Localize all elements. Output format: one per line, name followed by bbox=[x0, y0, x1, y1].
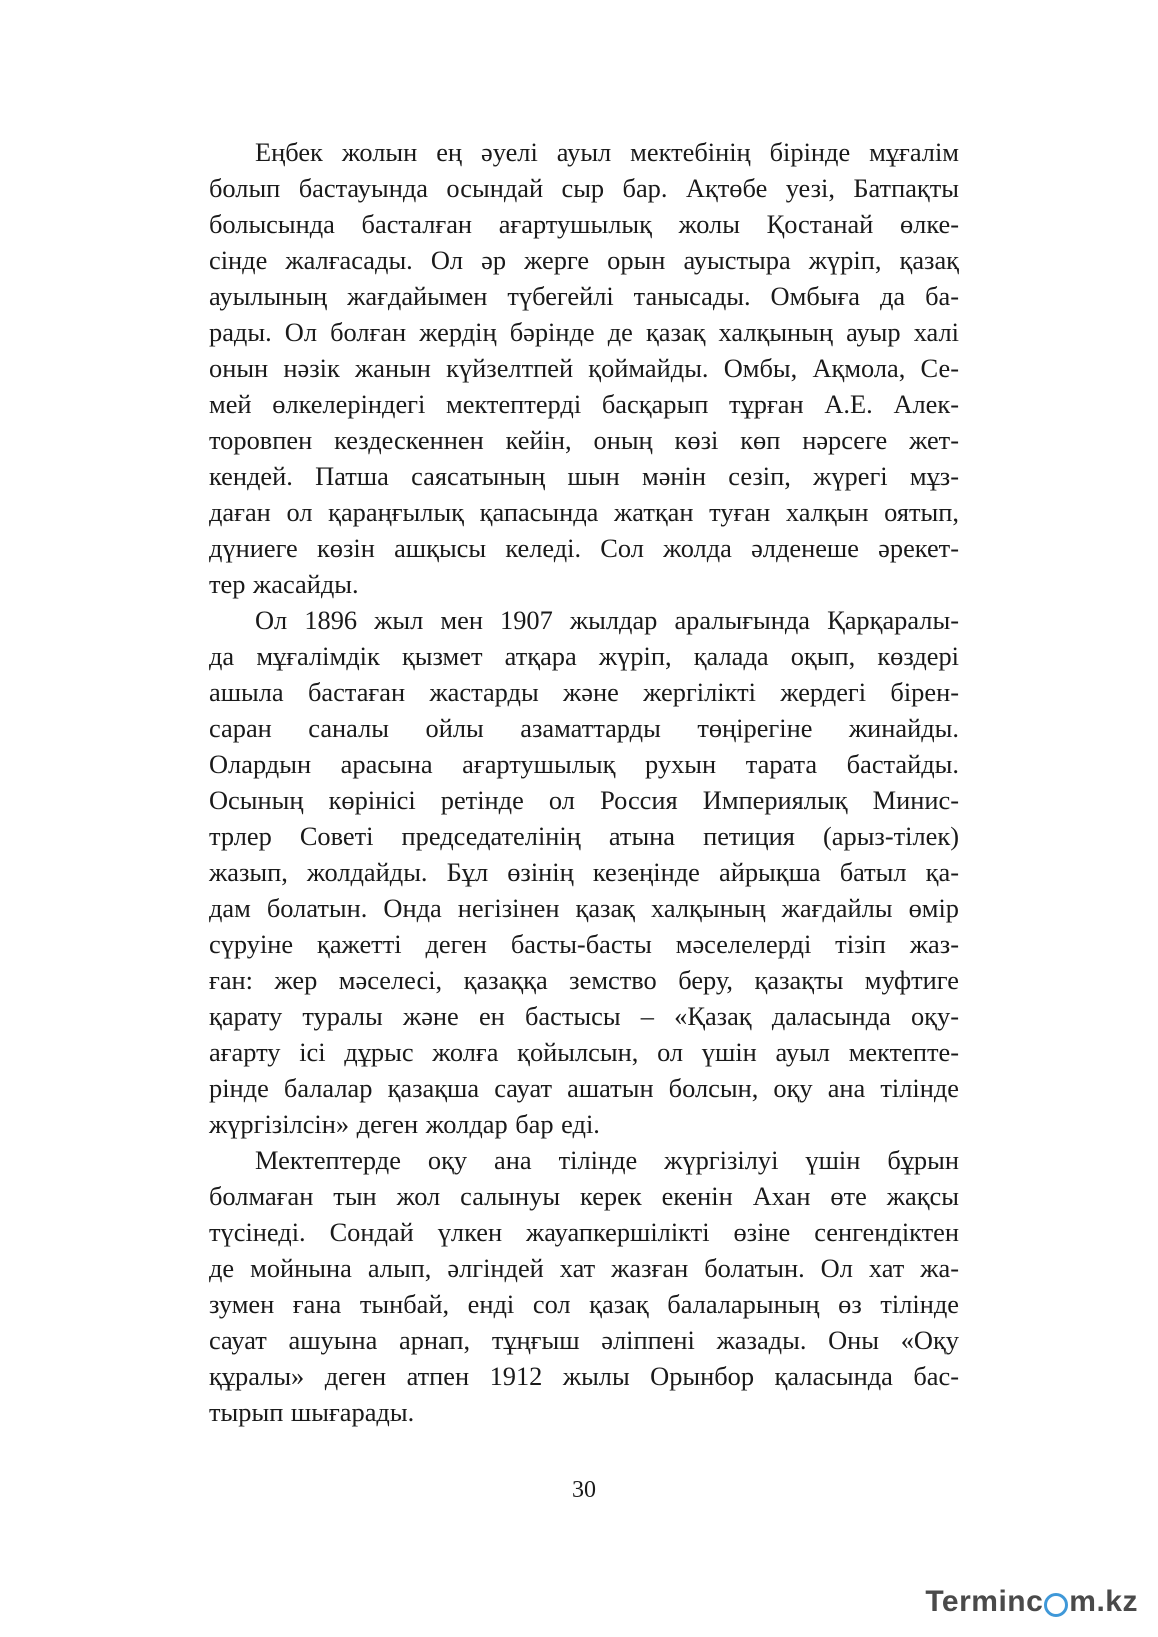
page-body bbox=[209, 134, 959, 1430]
text-line: Мектептерде оқу ана тілінде жүргізілуі үшін бұрын bbox=[255, 1145, 959, 1175]
paragraph-2 bbox=[209, 602, 959, 1142]
paragraph-1 bbox=[209, 134, 959, 602]
text-line: ған: жер мәселесі, қазаққа земство беру, қазақты муфтиге bbox=[209, 965, 959, 995]
text-line: қарату туралы және ен бастысы – «Қазақ даласында оқу- bbox=[209, 1001, 959, 1031]
watermark-text-start: Terminc bbox=[925, 1585, 1044, 1618]
text-line: Олардын арасына ағартушылық рухын тарата бастайды. bbox=[209, 749, 959, 779]
text-line: дүниеге көзін ашқысы келеді. Сол жолда әлденеше әрекет- bbox=[209, 533, 959, 563]
text-line: ағарту ісі дұрыс жолға қойылсын, ол үшін ауыл мектепте- bbox=[209, 1037, 959, 1067]
paragraph-3 bbox=[209, 1142, 959, 1430]
text-line: Осының көрінісі ретінде ол Россия Империялық Минис- bbox=[209, 785, 959, 815]
text-line: дам болатын. Онда негізінен қазақ халқының жағдайлы өмір bbox=[209, 893, 959, 923]
text-line: рінде балалар қазақша сауат ашатын болсын, оқу ана тілінде bbox=[209, 1073, 959, 1103]
text-line: болмаған тын жол салынуы керек екенін Ахан өте жақсы bbox=[209, 1181, 959, 1211]
text-line: ауылының жағдайымен түбегейлі танысады. Омбыға да ба- bbox=[209, 281, 959, 311]
text-line: болып бастауында осындай сыр бар. Ақтөбе уезі, Батпақты bbox=[209, 173, 959, 203]
magnifier-ring-icon bbox=[1044, 1593, 1068, 1617]
text-line: даған ол қараңғылық қапасында жатқан туған халқын оятып, bbox=[209, 497, 959, 527]
text-line: тер жасайды. bbox=[209, 569, 359, 599]
text-line: рады. Ол болған жердің бәрінде де қазақ халқының ауыр халі bbox=[209, 317, 959, 347]
text-line: да мұғалімдік қызмет атқара жүріп, қалада оқып, көздері bbox=[209, 641, 959, 671]
text-line: торовпен кездескеннен кейін, оның көзі көп нәрсеге жет- bbox=[209, 425, 959, 455]
text-line: Ол 1896 жыл мен 1907 жылдар аралығында Қарқаралы- bbox=[255, 605, 959, 635]
text-line: құралы» деген атпен 1912 жылы Орынбор қаласында бас- bbox=[209, 1361, 959, 1391]
watermark-logo bbox=[925, 1585, 1138, 1619]
text-line: онын нәзік жанын күйзелтпей қоймайды. Омбы, Ақмола, Се- bbox=[209, 353, 959, 383]
text-line: сүруіне қажетті деген басты-басты мәселелерді тізіп жаз- bbox=[209, 929, 959, 959]
text-line: сауат ашуына арнап, тұңғыш әліппені жазады. Оны «Оқу bbox=[209, 1325, 959, 1355]
text-line: тырып шығарады. bbox=[209, 1397, 415, 1427]
text-line: ашыла бастаған жастарды және жергілікті жердегі бірен- bbox=[209, 677, 959, 707]
text-line: зумен ғана тынбай, енді сол қазақ балаларының өз тілінде bbox=[209, 1289, 959, 1319]
page-number: 30 bbox=[572, 1477, 596, 1503]
text-line: жазып, жолдайды. Бұл өзінің кезеңінде айрықша батыл қа- bbox=[209, 857, 959, 887]
watermark-text-end: m.kz bbox=[1069, 1585, 1138, 1618]
text-line: Еңбек жолын ең әуелі ауыл мектебінің бірінде мұғалім bbox=[255, 137, 959, 167]
text-line: мей өлкелеріндегі мектептерді басқарып тұрған А.Е. Алек- bbox=[209, 389, 959, 419]
text-line: сінде жалғасады. Ол әр жерге орын ауыстыра жүріп, қазақ bbox=[209, 245, 959, 275]
text-line: болысында басталған ағартушылық жолы Қостанай өлке- bbox=[209, 209, 959, 239]
text-line: саран саналы ойлы азаматтарды төңірегіне жинайды. bbox=[209, 713, 959, 743]
text-line: де мойнына алып, әлгіндей хат жазған болатын. Ол хат жа- bbox=[209, 1253, 959, 1283]
text-line: кендей. Патша саясатының шын мәнін сезіп, жүрегі мұз- bbox=[209, 461, 959, 491]
text-line: түсінеді. Сондай үлкен жауапкершілікті өзіне сенгендіктен bbox=[209, 1217, 959, 1247]
text-line: трлер Советі председателінің атына петиция (арыз-тілек) bbox=[209, 821, 959, 851]
text-line: жүргізілсін» деген жолдар бар еді. bbox=[209, 1109, 600, 1139]
